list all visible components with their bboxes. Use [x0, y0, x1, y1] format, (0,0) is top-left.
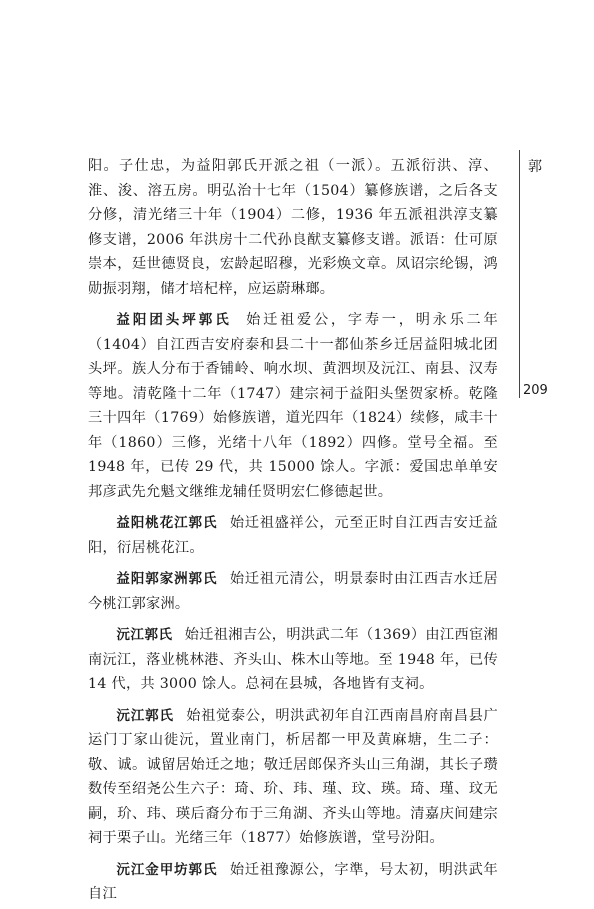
entry-heading: 益阳桃花江郭氏	[116, 515, 218, 531]
entry-heading: 沅江郭氏	[116, 627, 173, 643]
margin-rule	[519, 150, 520, 398]
page-number: 209	[523, 383, 548, 398]
paragraph-text: 始祖觉泰公，明洪武初年自江西南昌府南昌县广运门丁家山徙沅，置业南门，析居都一甲及黄麻塘，生二子：敬、诚。诚留居始迁之地；敬迁居郎保齐头山三角湖，其长子瓒数传至绍尧公生六子：琦、玠、玮、瑾、玟、瑛。琦、瑾、玟无嗣，玠、玮、瑛后裔分布于三角湖、齐头山等地。清嘉庆间建宗祠于栗子山。光绪三年（1877）始修族谱，堂号汾阳。	[88, 707, 498, 846]
paragraph-text: 始迁祖盛祥公，元至正时自江西吉安迁益阳，衍居桃花江。	[88, 515, 499, 556]
paragraph-entry	[88, 704, 498, 851]
paragraph-continued	[88, 154, 498, 301]
section-side-label: 郭	[528, 159, 542, 175]
paragraph-text: 始迁祖爱公，字寿一，明永乐二年（1404）自江西吉安府泰和县二十一都仙茶乡迁居益阳城北团头坪。族人分布于香铺岭、响水坝、黄泗坝及沅江、南县、汉寿等地。清乾隆十二年（1747）建宗祠于益阳头堡贺家桥。乾隆三十四年（1769）始修族谱，道光四年（1824）续修，咸丰十年（1860）三修，光绪十八年（1892）四修。堂号全福。至 1948 年，已传 29 代，共 15000 馀人。字派：爱国忠单单安邦彦武先允魁文继维龙辅任贤明宏仁修德起世。	[88, 312, 498, 500]
paragraph-text: 阳。子仕忠，为益阳郭氏开派之祖（一派）。五派衍洪、淳、淮、浚、溶五房。明弘治十七年（1504）纂修族谱，之后各支分修，清光绪三十年（1904）二修，1936 年五派祖洪淳支纂修支谱，2006 年洪房十二代孙良猷支纂修支谱。派语：仕可原崇本，廷世德贤良，宏龄起昭穆，光彩焕文章。凤诏宗纶锡，鸿勋振羽翔，储才培杞梓，应运蔚琳瑯。	[88, 158, 498, 297]
entry-heading: 益阳郭家洲郭氏	[116, 571, 218, 587]
entry-heading: 沅江金甲坊郭氏	[116, 861, 218, 878]
paragraph-entry	[88, 623, 498, 697]
paragraph-text: 始迁祖湘吉公，明洪武二年（1369）由江西宦湘南沅江，落业桃林港、齐头山、株木山等地。至 1948 年，已传 14 代，共 3000 馀人。总祠在县城，各地皆有支祠。	[88, 627, 498, 692]
paragraph-text: 始迁祖元清公，明景泰时由江西吉水迁居今桃江郭家洲。	[88, 571, 499, 612]
paragraph-entry	[88, 308, 498, 504]
entry-heading: 沅江郭氏	[116, 707, 174, 724]
body-text	[88, 154, 498, 907]
entry-heading: 益阳团头坪郭氏	[116, 312, 232, 328]
paragraph-entry	[88, 511, 498, 560]
paragraph-entry	[88, 858, 498, 907]
paragraph-text: 始迁祖豫源公，字準，号太初，明洪武年自江	[88, 861, 499, 902]
paragraph-entry	[88, 567, 498, 616]
